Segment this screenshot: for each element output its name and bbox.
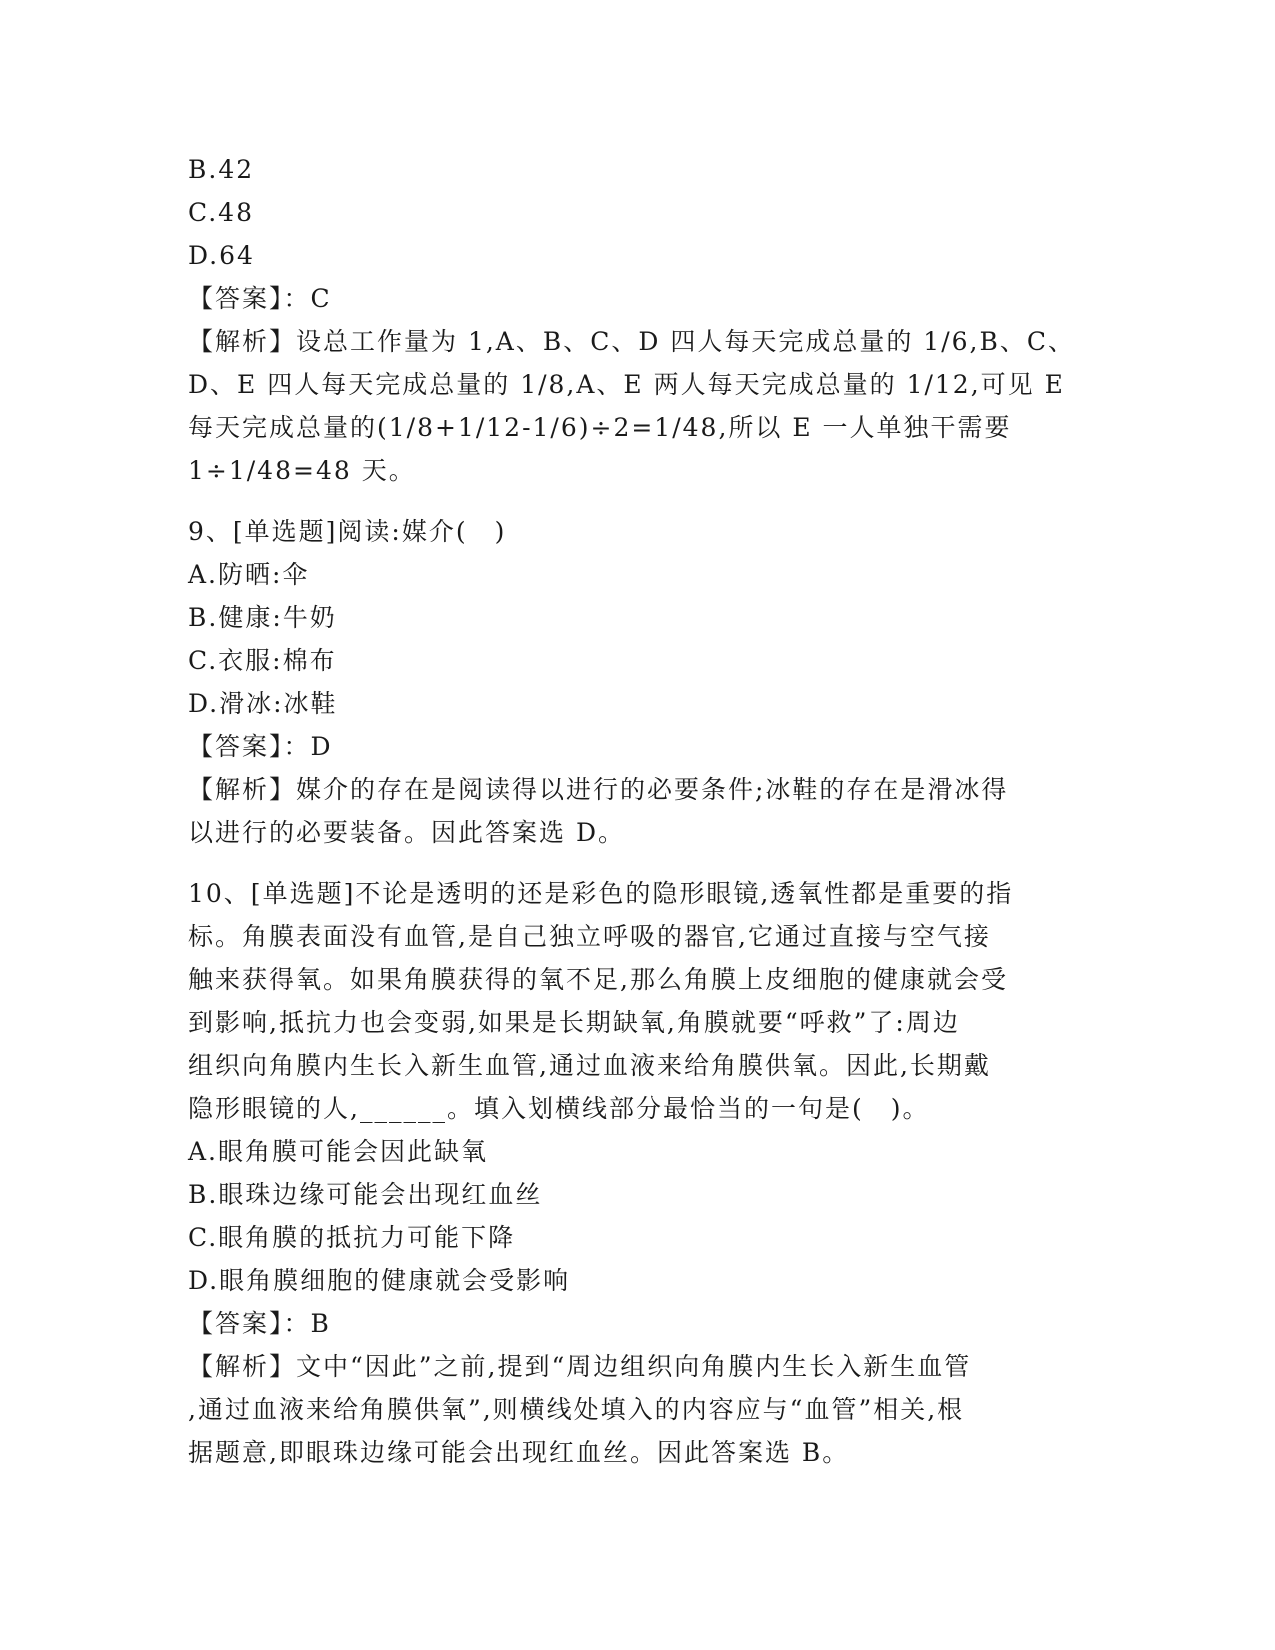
question-10 <box>188 872 1088 1474</box>
analysis-line: 【解析】媒介的存在是阅读得以进行的必要条件;冰鞋的存在是滑冰得 <box>188 775 1009 804</box>
question-stem-line: 10、[单选题]不论是透明的还是彩色的隐形眼镜,透氧性都是重要的指 <box>188 879 1014 908</box>
question-stem-line: 触来获得氧。如果角膜获得的氧不足,那么角膜上皮细胞的健康就会受 <box>188 965 1008 994</box>
question-stem-line: 组织向角膜内生长入新生血管,通过血液来给角膜供氧。因此,长期戴 <box>188 1051 991 1080</box>
analysis-line: D、E 四人每天完成总量的 1/8,A、E 两人每天完成总量的 1/12,可见 E <box>188 370 1065 399</box>
option-b: B.眼珠边缘可能会出现红血丝 <box>188 1180 543 1209</box>
question-8-tail <box>188 148 1088 492</box>
paragraph-gap <box>188 492 1088 510</box>
option-c: C.眼角膜的抵抗力可能下降 <box>188 1223 516 1252</box>
answer-label: 【答案】：C <box>188 284 332 313</box>
option-a: A.防晒:伞 <box>188 560 310 589</box>
option-b: B.42 <box>188 155 255 184</box>
analysis-line: 【解析】文中“因此”之前,提到“周边组织向角膜内生长入新生血管 <box>188 1352 972 1381</box>
answer-label: 【答案】：D <box>188 732 333 761</box>
option-c: C.48 <box>188 198 254 227</box>
option-b: B.健康:牛奶 <box>188 603 337 632</box>
option-c: C.衣服:棉布 <box>188 646 337 675</box>
question-stem-line: 标。角膜表面没有血管,是自己独立呼吸的器官,它通过直接与空气接 <box>188 922 991 951</box>
question-9 <box>188 510 1088 854</box>
answer-label: 【答案】：B <box>188 1309 331 1338</box>
analysis-line: 【解析】设总工作量为 1,A、B、C、D 四人每天完成总量的 1/6,B、C、 <box>188 327 1075 356</box>
document-page <box>188 148 1088 1474</box>
analysis-line: 据题意,即眼珠边缘可能会出现红血丝。因此答案选 B。 <box>188 1438 850 1467</box>
option-d: D.64 <box>188 241 255 270</box>
question-stem-line: 隐形眼镜的人,______。填入划横线部分最恰当的一句是( )。 <box>188 1094 930 1123</box>
analysis-line: 每天完成总量的(1/8+1/12-1/6)÷2=1/48,所以 E 一人单独干需要 <box>188 413 1012 442</box>
paragraph-gap <box>188 854 1088 872</box>
analysis-line: ,通过血液来给角膜供氧”,则横线处填入的内容应与“血管”相关,根 <box>188 1395 965 1424</box>
question-stem-line: 到影响,抵抗力也会变弱,如果是长期缺氧,角膜就要“呼救”了:周边 <box>188 1008 960 1037</box>
option-d: D.眼角膜细胞的健康就会受影响 <box>188 1266 571 1295</box>
analysis-line: 1÷1/48=48 天。 <box>188 456 416 485</box>
option-d: D.滑冰:冰鞋 <box>188 689 338 718</box>
question-stem: 9、[单选题]阅读:媒介( ) <box>188 517 507 546</box>
option-a: A.眼角膜可能会因此缺氧 <box>188 1137 489 1166</box>
analysis-line: 以进行的必要装备。因此答案选 D。 <box>188 818 625 847</box>
